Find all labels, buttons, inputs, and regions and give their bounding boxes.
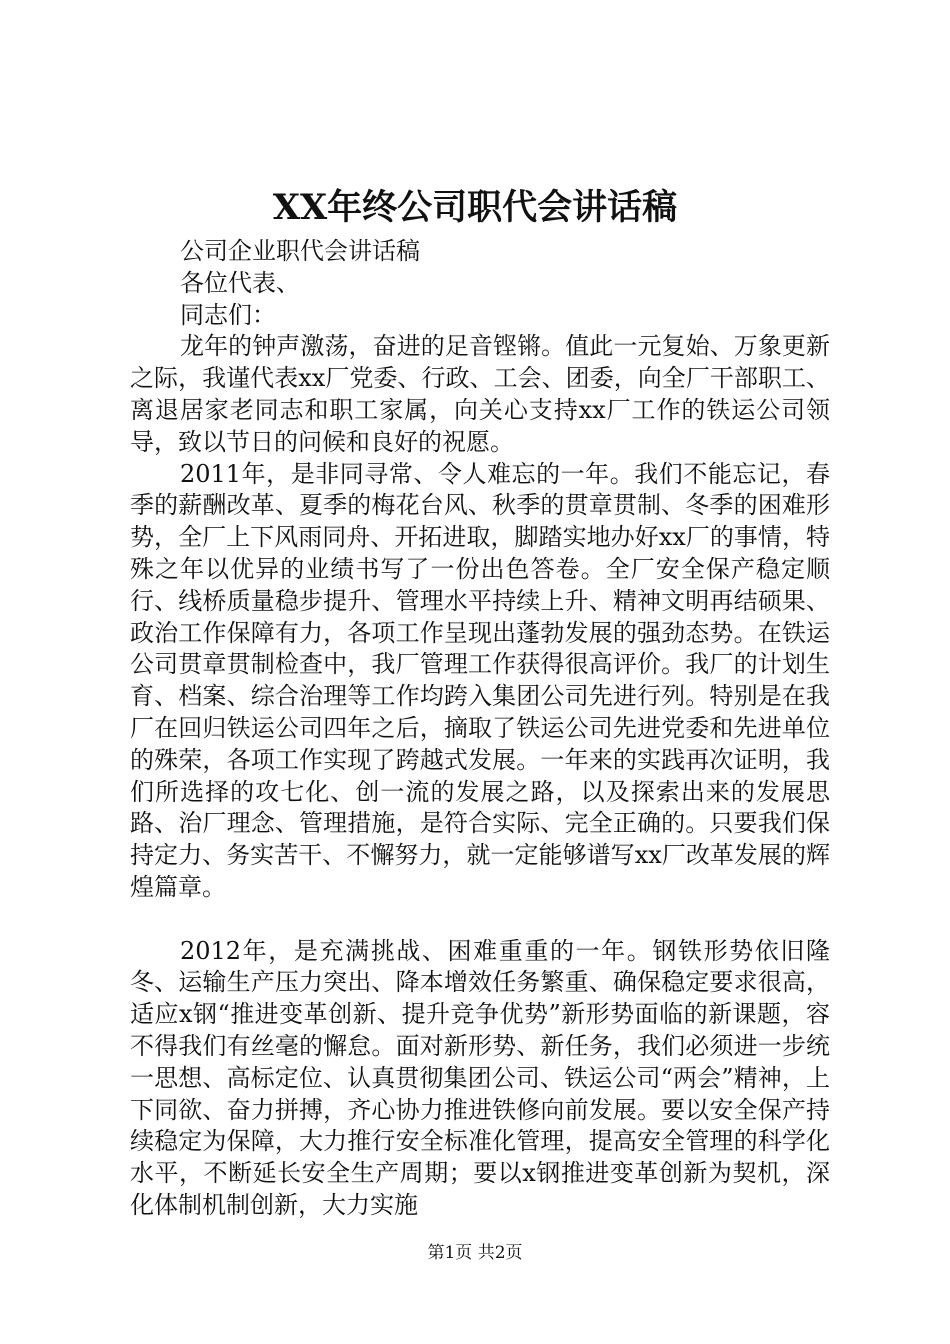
paragraph-2: 2011年，是非同寻常、令人难忘的一年。我们不能忘记，春季的薪酬改革、夏季的梅花台风、秋季的贯章贯制、冬季的困难形势，全厂上下风雨同舟、开拓进取，脚踏实地办好xx厂的事情，特殊之年以优异的业绩书写了一份出色答卷。全厂安全保产稳定顺行、线桥质量稳步提升、管理水平持续上升、精神文明再结硕果、政治工作保障有力，各项工作呈现出蓬勃发展的强劲态势。在铁运公司贯章贯制检查中，我厂管理工作获得很高评价。我厂的计划生育、档案、综合治理等工作均跨入集团公司先进行列。特别是在我厂在回归铁运公司四年之后，摘取了铁运公司先进党委和先进单位的殊荣，各项工作实现了跨越式发展。一年来的实践再次证明，我们所选择的攻七化、创一流的发展之路，以及探索出来的发展思路、治厂理念、管理措施，是符合实际、完全正确的。只要我们保持定力、务实苦干、不懈努力，就一定能够谱写xx厂改革发展的辉煌篇章。: [130, 459, 830, 901]
paragraph-1: 龙年的钟声激荡，奋进的足音铿锵。值此一元复始、万象更新之际，我谨代表xx厂党委、行政、工会、团委，向全厂干部职工、离退居家老同志和职工家属，向关心支持xx厂工作的铁运公司领导，致以节日的问候和良好的祝愿。: [130, 332, 830, 456]
paragraph-spacer: [130, 904, 830, 936]
salutation-line-1: 各位代表、: [180, 268, 300, 297]
page-number-footer: 第1页 共2页: [427, 1243, 523, 1263]
document-body: [130, 236, 830, 1222]
salutation-line-2: 同志们：: [180, 300, 276, 329]
document-title: XX年终公司职代会讲话稿: [272, 187, 678, 228]
paragraph-3: 2012年，是充满挑战、困难重重的一年。钢铁形势依旧隆冬、运输生产压力突出、降本增效任务繁重、确保稳定要求很高，适应x钢“推进变革创新、提升竞争优势”新形势面临的新课题，容不得我们有丝毫的懈怠。面对新形势、新任务，我们必须进一步统一思想、高标定位、认真贯彻集团公司、铁运公司“两会”精神，上下同欲、奋力拼搏，齐心协力推进铁修向前发展。要以安全保产持续稳定为保障，大力推行安全标准化管理，提高安全管理的科学化水平，不断延长安全生产周期；要以x钢推进变革创新为契机，深化体制机制创新，大力实施: [130, 936, 830, 1219]
document-subtitle: 公司企业职代会讲话稿: [180, 237, 420, 265]
